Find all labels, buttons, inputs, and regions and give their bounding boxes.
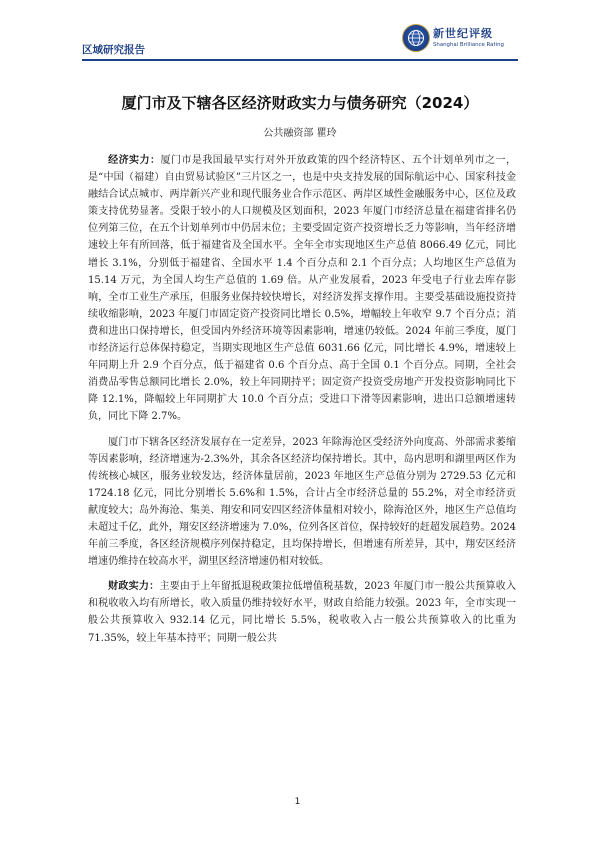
paragraph-lead: 财政实力： xyxy=(108,581,160,593)
page-header xyxy=(82,22,518,58)
globe-icon xyxy=(402,24,430,52)
paragraph-text: 主要由于上年留抵退税政策拉低增值税基数，2023 年厦门市一般公共预算收入和税收收入均有所增长，收入质量仍维持较好水平，财政自给能力较强。2023 年，全市实现一般公共预算收入 932.14 亿元，同比增长 5.5%，税收收入占一般公共预算收入的比重为 71.35%，较上年基本持平；同期一般公共 xyxy=(88,581,516,644)
paragraph-economic-strength xyxy=(88,152,516,426)
paragraph-fiscal-strength xyxy=(88,578,516,646)
paragraph-district-economy xyxy=(88,434,516,571)
paragraph-text: 厦门市下辖各区经济发展存在一定差异，2023 年除海沧区受经济外向度高、外部需求萎缩等因素影响，经济增速为-2.3%外，其余各区经济均保持增长。其中，岛内思明和湖里两区作为传统核心城区，服务业较发达，经济体量居前，2023 年地区生产总值分别为 2729.53 亿元和 1724.18 亿元，同比分别增长 5.6%和 1.5%，合计占全市经济总量的 55.2%，对全市经济贡献度较大；岛外海沧、集美、翔安和同安四区经济体量相对较小，除海沧区外，地区生产总值均未超过千亿，此外，翔安区经济增速为 7.0%，位列各区首位，保持较好的赶超发展趋势。2024 年前三季度，各区经济规模序列保持稳定，且均保持增长，但增速有所差异，其中，翔安区经济增速仍维持在较高水平，湖里区经济增速仍相对较低。 xyxy=(88,436,516,568)
document-body xyxy=(88,152,516,655)
document-title: 厦门市及下辖各区经济财政实力与债务研究（2024） xyxy=(121,94,479,112)
paragraph-lead: 经济实力： xyxy=(108,155,161,166)
page-number: 1 xyxy=(294,797,301,807)
report-section-title: 区域研究报告 xyxy=(82,44,145,56)
header-divider xyxy=(82,59,518,61)
brand-logo xyxy=(402,22,518,56)
logo-english-name: Shanghai Brilliance Rating xyxy=(433,42,504,48)
author-line: 公共融资部 瞿玲 xyxy=(263,128,337,139)
logo-name: 新世纪评级 xyxy=(433,27,493,40)
paragraph-text: 厦门市是我国最早实行对外开放政策的四个经济特区、五个计划单列市之一，是“中国（福建）自由贸易试验区”三片区之一，也是中央支持发展的国际航运中心、国家科技金融结合试点城市、两岸新兴产业和现代服务业合作示范区、两岸区域性金融服务中心，区位及政策支持优势显著。受限于较小的人口规模及区划面积，2023 年厦门市经济总量在福建省排名仍位列第三位，在五个计划单列市中仍居末位；主要受固定资产投资增长乏力等影响，当年经济增速较上年有所回落，低于福建省及全国水平。全年全市实现地区生产总值 8066.49 亿元，同比增长 3.1%，分别低于福建省、全国水平 1.4 个百分点和 2.1 个百分点；人均地区生产总值为 15.14 万元，为全国人均生产总值的 1.69 倍。从产业发展看，2023 年受电子行业去库存影响，全市工业生产承压，但服务业保持较快增长，对经济发挥支撑作用。主要受基础设施投资持续收缩影响，2023 年厦门市固定资产投资同比增长 0.5%，增幅较上年收窄 9.7 个百分点；消费和进出口保持增长，但受国内外经济环境等因素影响，增速仍较低。2024 年前三季度，厦门市经济运行总体保持稳定，当期实现地区生产总值 6031.66 亿元，同比增长 4.9%，增速较上年同期上升 2.9 个百分点，低于福建省 0.6 个百分点、高于全国 0.1 个百分点。同期，全社会消费品零售总额同比增长 2.0%，较上年同期持平；固定资产投资受房地产开发投资影响同比下降 12.1%，降幅较上年同期扩大 10.0 个百分点；受进口下滑等因素影响，进出口总额增速转负，同比下降 2.7%。 xyxy=(88,155,516,423)
